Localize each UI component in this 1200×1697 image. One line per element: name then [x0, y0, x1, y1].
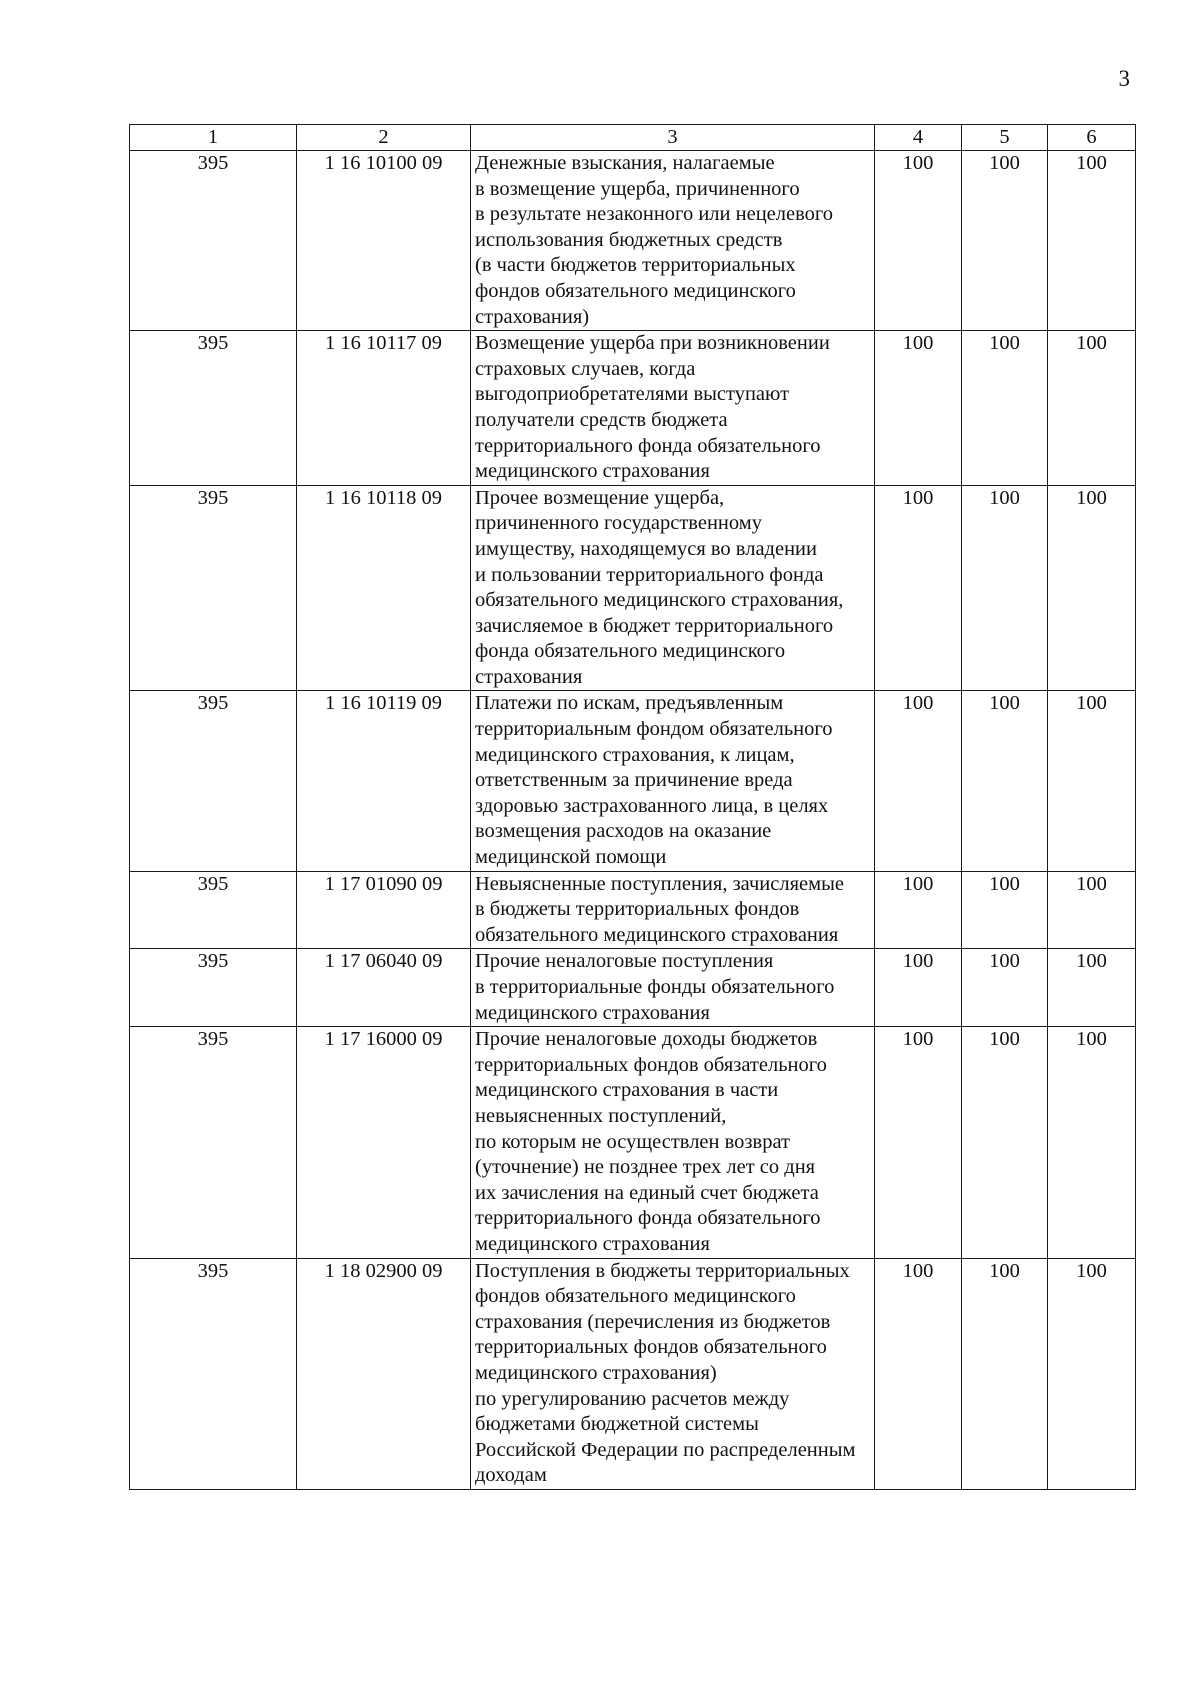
column-header-2: 2	[297, 125, 471, 151]
table-row	[130, 949, 1136, 1027]
table-row	[130, 691, 1136, 871]
table-row	[130, 151, 1136, 331]
normative-cell-col4: 100	[875, 485, 962, 691]
page-number: 3	[1118, 66, 1130, 91]
admin-code-cell: 395	[130, 331, 297, 486]
admin-code-cell: 395	[130, 485, 297, 691]
admin-code-cell: 395	[130, 1258, 297, 1489]
admin-code-cell: 395	[130, 691, 297, 871]
kbk-code-cell: 1 18 02900 09	[297, 1258, 471, 1489]
admin-code-cell: 395	[130, 151, 297, 331]
table-row	[130, 1258, 1136, 1489]
normative-cell-col4: 100	[875, 949, 962, 1027]
normative-cell-col5: 100	[962, 949, 1048, 1027]
normative-cell-col5: 100	[962, 485, 1048, 691]
normative-cell-col4: 100	[875, 691, 962, 871]
normative-cell-col4: 100	[875, 331, 962, 486]
normative-cell-col6: 100	[1048, 1027, 1136, 1258]
normative-cell-col5: 100	[962, 1258, 1048, 1489]
column-header-6: 6	[1048, 125, 1136, 151]
revenue-table	[129, 124, 1136, 1490]
normative-cell-col5: 100	[962, 1027, 1048, 1258]
description-cell: Невыясненные поступления, зачисляемые в бюджеты территориальных фондов обязательного медицинского страхования	[471, 871, 875, 949]
normative-cell-col6: 100	[1048, 949, 1136, 1027]
table-header-row	[130, 125, 1136, 151]
column-header-4: 4	[875, 125, 962, 151]
admin-code-cell: 395	[130, 1027, 297, 1258]
table-row	[130, 331, 1136, 486]
normative-cell-col6: 100	[1048, 871, 1136, 949]
kbk-code-cell: 1 16 10117 09	[297, 331, 471, 486]
normative-cell-col6: 100	[1048, 1258, 1136, 1489]
normative-cell-col5: 100	[962, 151, 1048, 331]
admin-code-cell: 395	[130, 949, 297, 1027]
description-cell: Платежи по искам, предъявленным территориальным фондом обязательного медицинского страхования, к лицам, ответственным за причинение вреда здоровью застрахованного лица, в целях возмещения расходов на оказание медицинской помощи	[471, 691, 875, 871]
column-header-1: 1	[130, 125, 297, 151]
kbk-code-cell: 1 16 10100 09	[297, 151, 471, 331]
column-header-5: 5	[962, 125, 1048, 151]
table-row	[130, 1027, 1136, 1258]
normative-cell-col5: 100	[962, 871, 1048, 949]
normative-cell-col4: 100	[875, 151, 962, 331]
normative-cell-col4: 100	[875, 871, 962, 949]
kbk-code-cell: 1 17 06040 09	[297, 949, 471, 1027]
kbk-code-cell: 1 17 01090 09	[297, 871, 471, 949]
normative-cell-col6: 100	[1048, 691, 1136, 871]
table-row	[130, 871, 1136, 949]
description-cell: Прочее возмещение ущерба, причиненного государственному имуществу, находящемуся во владении и пользовании территориального фонда обязательного медицинского страхования, зачисляемое в бюджет территориального фонда обязательного медицинского страхования	[471, 485, 875, 691]
column-header-3: 3	[471, 125, 875, 151]
description-cell: Прочие неналоговые поступления в территориальные фонды обязательного медицинского страхования	[471, 949, 875, 1027]
description-cell: Возмещение ущерба при возникновении страховых случаев, когда выгодоприобретателями выступают получатели средств бюджета территориального фонда обязательного медицинского страхования	[471, 331, 875, 486]
normative-cell-col4: 100	[875, 1258, 962, 1489]
kbk-code-cell: 1 16 10118 09	[297, 485, 471, 691]
description-cell: Прочие неналоговые доходы бюджетов территориальных фондов обязательного медицинского страхования в части невыясненных поступлений, по которым не осуществлен возврат (уточнение) не позднее трех лет со дня их зачисления на единый счет бюджета территориального фонда обязательного медицинского страхования	[471, 1027, 875, 1258]
description-cell: Денежные взыскания, налагаемые в возмещение ущерба, причиненного в результате незаконного или нецелевого использования бюджетных средств (в части бюджетов территориальных фондов обязательного медицинского страхования)	[471, 151, 875, 331]
normative-cell-col6: 100	[1048, 151, 1136, 331]
normative-cell-col6: 100	[1048, 331, 1136, 486]
normative-cell-col5: 100	[962, 331, 1048, 486]
normative-cell-col6: 100	[1048, 485, 1136, 691]
kbk-code-cell: 1 17 16000 09	[297, 1027, 471, 1258]
normative-cell-col4: 100	[875, 1027, 962, 1258]
table-row	[130, 485, 1136, 691]
admin-code-cell: 395	[130, 871, 297, 949]
description-cell: Поступления в бюджеты территориальных фондов обязательного медицинского страхования (перечисления из бюджетов территориальных фондов обязательного медицинского страхования) по урегулированию расчетов между бюджетами бюджетной системы Российской Федерации по распределенным доходам	[471, 1258, 875, 1489]
kbk-code-cell: 1 16 10119 09	[297, 691, 471, 871]
normative-cell-col5: 100	[962, 691, 1048, 871]
